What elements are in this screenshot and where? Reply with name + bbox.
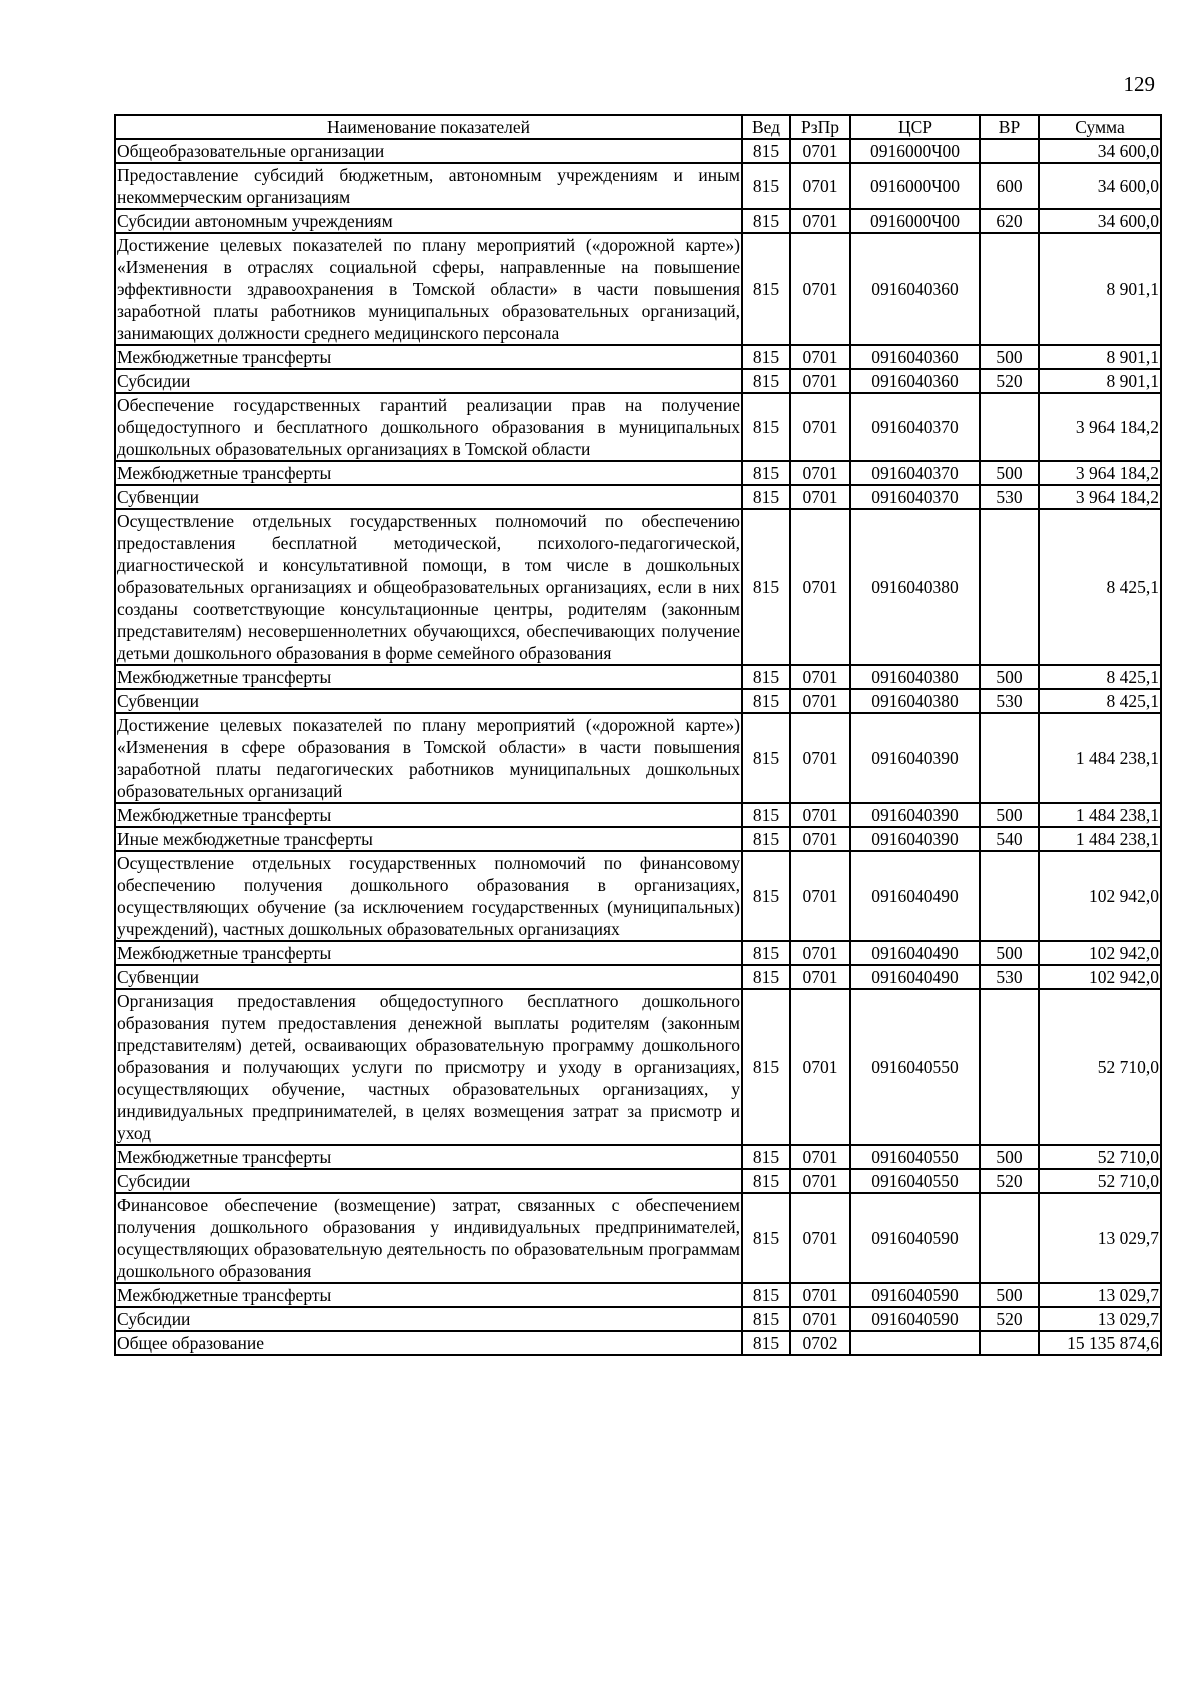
cell-ved: 815 bbox=[742, 163, 790, 209]
cell-rzpr: 0701 bbox=[790, 1193, 850, 1283]
cell-ved: 815 bbox=[742, 1193, 790, 1283]
cell-csr: 0916040490 bbox=[850, 851, 980, 941]
cell-csr: 0916040390 bbox=[850, 827, 980, 851]
header-name: Наименование показателей bbox=[115, 115, 742, 139]
cell-vr bbox=[980, 393, 1039, 461]
cell-vr bbox=[980, 713, 1039, 803]
cell-rzpr: 0701 bbox=[790, 827, 850, 851]
cell-vr: 540 bbox=[980, 827, 1039, 851]
cell-vr bbox=[980, 1331, 1039, 1355]
cell-csr: 0916040590 bbox=[850, 1307, 980, 1331]
cell-sum: 102 942,0 bbox=[1039, 965, 1161, 989]
cell-rzpr: 0701 bbox=[790, 163, 850, 209]
cell-sum: 1 484 238,1 bbox=[1039, 803, 1161, 827]
table-row bbox=[115, 393, 1161, 461]
cell-csr: 0916040550 bbox=[850, 989, 980, 1145]
cell-ved: 815 bbox=[742, 233, 790, 345]
cell-csr: 0916040490 bbox=[850, 941, 980, 965]
table-row bbox=[115, 209, 1161, 233]
table-row bbox=[115, 485, 1161, 509]
table-row bbox=[115, 851, 1161, 941]
cell-csr: 0916040380 bbox=[850, 509, 980, 665]
cell-vr: 520 bbox=[980, 1307, 1039, 1331]
cell-sum: 102 942,0 bbox=[1039, 851, 1161, 941]
cell-sum: 3 964 184,2 bbox=[1039, 393, 1161, 461]
header-rzpr: РзПр bbox=[790, 115, 850, 139]
cell-sum: 52 710,0 bbox=[1039, 1145, 1161, 1169]
cell-name: Субсидии автономным учреждениям bbox=[115, 209, 742, 233]
table-row bbox=[115, 1193, 1161, 1283]
cell-sum: 52 710,0 bbox=[1039, 1169, 1161, 1193]
cell-rzpr: 0701 bbox=[790, 713, 850, 803]
cell-ved: 815 bbox=[742, 851, 790, 941]
cell-csr: 0916040370 bbox=[850, 461, 980, 485]
cell-name: Субвенции bbox=[115, 485, 742, 509]
cell-rzpr: 0701 bbox=[790, 965, 850, 989]
table-row bbox=[115, 1283, 1161, 1307]
cell-rzpr: 0701 bbox=[790, 1145, 850, 1169]
page-number: 129 bbox=[1123, 72, 1155, 96]
cell-ved: 815 bbox=[742, 989, 790, 1145]
cell-ved: 815 bbox=[742, 665, 790, 689]
cell-vr: 500 bbox=[980, 665, 1039, 689]
table-row bbox=[115, 965, 1161, 989]
cell-sum: 8 425,1 bbox=[1039, 509, 1161, 665]
cell-vr bbox=[980, 1193, 1039, 1283]
cell-ved: 815 bbox=[742, 345, 790, 369]
cell-rzpr: 0701 bbox=[790, 233, 850, 345]
header-csr: ЦСР bbox=[850, 115, 980, 139]
cell-rzpr: 0701 bbox=[790, 989, 850, 1145]
cell-vr: 500 bbox=[980, 1145, 1039, 1169]
cell-sum: 8 425,1 bbox=[1039, 665, 1161, 689]
cell-vr: 530 bbox=[980, 485, 1039, 509]
cell-name: Достижение целевых показателей по плану мероприятий («дорожной карте») «Изменения в отраслях социальной сферы, направленные на повышение эффективности здравоохранения в Томской области» в части повышения заработной платы работников муниципальных образовательных организаций, занимающих должности среднего медицинского персонала bbox=[117, 235, 740, 343]
cell-sum: 52 710,0 bbox=[1039, 989, 1161, 1145]
table-row bbox=[115, 1331, 1161, 1355]
cell-csr: 0916040370 bbox=[850, 485, 980, 509]
cell-vr: 500 bbox=[980, 803, 1039, 827]
cell-name: Финансовое обеспечение (возмещение) затрат, связанных с обеспечением получения дошкольного образования у индивидуальных предпринимателей, осуществляющих образовательную деятельность по образовательным программам дошкольного образования bbox=[117, 1195, 740, 1281]
cell-rzpr: 0701 bbox=[790, 803, 850, 827]
table-row bbox=[115, 827, 1161, 851]
cell-csr: 0916000Ч00 bbox=[850, 209, 980, 233]
cell-vr: 520 bbox=[980, 369, 1039, 393]
cell-vr: 500 bbox=[980, 461, 1039, 485]
cell-name: Осуществление отдельных государственных полномочий по обеспечению предоставления бесплатной методической, психолого-педагогической, диагностической и консультативной помощи, в том числе в дошкольных образовательных организациях и общеобразовательных организациях, если в них созданы соответствующие консультационные центры, родителям (законным представителям) несовершеннолетних обучающихся, обеспечивающих получение детьми дошкольного образования в форме семейного образования bbox=[117, 511, 740, 663]
table-row bbox=[115, 941, 1161, 965]
table-row bbox=[115, 803, 1161, 827]
cell-csr: 0916040360 bbox=[850, 233, 980, 345]
cell-ved: 815 bbox=[742, 965, 790, 989]
table-row bbox=[115, 233, 1161, 345]
cell-csr: 0916040380 bbox=[850, 665, 980, 689]
cell-sum: 8 901,1 bbox=[1039, 233, 1161, 345]
cell-name: Субвенции bbox=[115, 689, 742, 713]
cell-name: Субсидии bbox=[115, 1169, 742, 1193]
cell-sum: 3 964 184,2 bbox=[1039, 485, 1161, 509]
cell-ved: 815 bbox=[742, 485, 790, 509]
cell-ved: 815 bbox=[742, 509, 790, 665]
cell-sum: 1 484 238,1 bbox=[1039, 713, 1161, 803]
cell-csr: 0916040380 bbox=[850, 689, 980, 713]
cell-csr: 0916040590 bbox=[850, 1283, 980, 1307]
cell-name: Межбюджетные трансферты bbox=[115, 461, 742, 485]
cell-sum: 15 135 874,6 bbox=[1039, 1331, 1161, 1355]
cell-sum: 8 901,1 bbox=[1039, 369, 1161, 393]
cell-name: Субвенции bbox=[115, 965, 742, 989]
table-row bbox=[115, 1169, 1161, 1193]
cell-csr: 0916040550 bbox=[850, 1169, 980, 1193]
cell-vr bbox=[980, 509, 1039, 665]
cell-name: Межбюджетные трансферты bbox=[115, 1145, 742, 1169]
table-row bbox=[115, 163, 1161, 209]
cell-sum: 8 425,1 bbox=[1039, 689, 1161, 713]
cell-vr: 500 bbox=[980, 1283, 1039, 1307]
cell-name: Общее образование bbox=[115, 1331, 742, 1355]
table-header-row bbox=[115, 115, 1161, 139]
cell-rzpr: 0701 bbox=[790, 485, 850, 509]
cell-rzpr: 0701 bbox=[790, 139, 850, 163]
cell-vr bbox=[980, 139, 1039, 163]
cell-ved: 815 bbox=[742, 139, 790, 163]
cell-rzpr: 0701 bbox=[790, 345, 850, 369]
cell-sum: 8 901,1 bbox=[1039, 345, 1161, 369]
cell-rzpr: 0701 bbox=[790, 851, 850, 941]
table-row bbox=[115, 689, 1161, 713]
cell-csr: 0916040360 bbox=[850, 369, 980, 393]
table-row bbox=[115, 989, 1161, 1145]
budget-table bbox=[114, 114, 1162, 1356]
cell-csr: 0916040360 bbox=[850, 345, 980, 369]
cell-name: Межбюджетные трансферты bbox=[115, 665, 742, 689]
cell-vr: 620 bbox=[980, 209, 1039, 233]
cell-sum: 34 600,0 bbox=[1039, 209, 1161, 233]
table-row bbox=[115, 665, 1161, 689]
cell-name: Обеспечение государственных гарантий реализации прав на получение общедоступного и бесплатного дошкольного образования в муниципальных дошкольных образовательных организациях в Томской области bbox=[117, 395, 740, 459]
cell-name: Межбюджетные трансферты bbox=[115, 1283, 742, 1307]
cell-ved: 815 bbox=[742, 1169, 790, 1193]
cell-ved: 815 bbox=[742, 393, 790, 461]
table-row bbox=[115, 461, 1161, 485]
cell-name: Межбюджетные трансферты bbox=[115, 345, 742, 369]
cell-name: Общеобразовательные организации bbox=[115, 139, 742, 163]
cell-rzpr: 0701 bbox=[790, 1169, 850, 1193]
cell-vr: 600 bbox=[980, 163, 1039, 209]
cell-csr: 0916040490 bbox=[850, 965, 980, 989]
cell-rzpr: 0702 bbox=[790, 1331, 850, 1355]
cell-rzpr: 0701 bbox=[790, 689, 850, 713]
cell-rzpr: 0701 bbox=[790, 461, 850, 485]
cell-csr: 0916040550 bbox=[850, 1145, 980, 1169]
cell-rzpr: 0701 bbox=[790, 1307, 850, 1331]
cell-name: Предоставление субсидий бюджетным, автономным учреждениям и иным некоммерческим организациям bbox=[117, 165, 740, 207]
header-vr: ВР bbox=[980, 115, 1039, 139]
cell-sum: 102 942,0 bbox=[1039, 941, 1161, 965]
cell-ved: 815 bbox=[742, 1331, 790, 1355]
cell-vr: 500 bbox=[980, 941, 1039, 965]
table-row bbox=[115, 509, 1161, 665]
cell-vr: 530 bbox=[980, 965, 1039, 989]
cell-vr: 500 bbox=[980, 345, 1039, 369]
cell-name: Организация предоставления общедоступного бесплатного дошкольного образования путем предоставления денежной выплаты родителям (законным представителям) детей, осваивающих образовательную программу дошкольного образования и получающих услуги по присмотру и уходу в организациях, осуществляющих обучение, частных образовательных организациях, у индивидуальных предпринимателей, в целях возмещения затрат за присмотр и уход bbox=[117, 991, 740, 1143]
cell-vr: 530 bbox=[980, 689, 1039, 713]
cell-ved: 815 bbox=[742, 803, 790, 827]
cell-rzpr: 0701 bbox=[790, 1283, 850, 1307]
cell-csr: 0916040390 bbox=[850, 713, 980, 803]
cell-name: Межбюджетные трансферты bbox=[115, 941, 742, 965]
cell-rzpr: 0701 bbox=[790, 665, 850, 689]
table-row bbox=[115, 1145, 1161, 1169]
cell-sum: 34 600,0 bbox=[1039, 139, 1161, 163]
cell-csr bbox=[850, 1331, 980, 1355]
cell-ved: 815 bbox=[742, 1283, 790, 1307]
table-row bbox=[115, 369, 1161, 393]
cell-ved: 815 bbox=[742, 461, 790, 485]
cell-ved: 815 bbox=[742, 941, 790, 965]
cell-sum: 1 484 238,1 bbox=[1039, 827, 1161, 851]
cell-rzpr: 0701 bbox=[790, 393, 850, 461]
cell-vr bbox=[980, 233, 1039, 345]
cell-name: Субсидии bbox=[115, 1307, 742, 1331]
cell-ved: 815 bbox=[742, 1307, 790, 1331]
cell-rzpr: 0701 bbox=[790, 509, 850, 665]
cell-vr: 520 bbox=[980, 1169, 1039, 1193]
cell-sum: 34 600,0 bbox=[1039, 163, 1161, 209]
cell-name: Осуществление отдельных государственных полномочий по финансовому обеспечению получения дошкольного образования в организациях, осуществляющих обучение (за исключением государственных (муниципальных) учреждений), частных дошкольных образовательных организациях bbox=[117, 853, 740, 939]
header-sum: Сумма bbox=[1039, 115, 1161, 139]
table-row bbox=[115, 139, 1161, 163]
cell-sum: 13 029,7 bbox=[1039, 1283, 1161, 1307]
table-body bbox=[115, 139, 1161, 1355]
cell-ved: 815 bbox=[742, 1145, 790, 1169]
cell-ved: 815 bbox=[742, 689, 790, 713]
table-row bbox=[115, 713, 1161, 803]
cell-name: Субсидии bbox=[115, 369, 742, 393]
header-ved: Вед bbox=[742, 115, 790, 139]
cell-csr: 0916000Ч00 bbox=[850, 163, 980, 209]
cell-sum: 13 029,7 bbox=[1039, 1193, 1161, 1283]
cell-ved: 815 bbox=[742, 713, 790, 803]
cell-rzpr: 0701 bbox=[790, 941, 850, 965]
cell-name: Достижение целевых показателей по плану мероприятий («дорожной карте») «Изменения в сфере образования в Томской области» в части повышения заработной платы педагогических работников муниципальных дошкольных образовательных организаций bbox=[117, 715, 740, 801]
table-row bbox=[115, 345, 1161, 369]
cell-ved: 815 bbox=[742, 209, 790, 233]
cell-csr: 0916040370 bbox=[850, 393, 980, 461]
cell-name: Иные межбюджетные трансферты bbox=[115, 827, 742, 851]
cell-rzpr: 0701 bbox=[790, 369, 850, 393]
cell-sum: 3 964 184,2 bbox=[1039, 461, 1161, 485]
cell-ved: 815 bbox=[742, 827, 790, 851]
cell-vr bbox=[980, 989, 1039, 1145]
cell-ved: 815 bbox=[742, 369, 790, 393]
table-row bbox=[115, 1307, 1161, 1331]
cell-csr: 0916040590 bbox=[850, 1193, 980, 1283]
cell-csr: 0916000Ч00 bbox=[850, 139, 980, 163]
cell-sum: 13 029,7 bbox=[1039, 1307, 1161, 1331]
cell-rzpr: 0701 bbox=[790, 209, 850, 233]
cell-csr: 0916040390 bbox=[850, 803, 980, 827]
cell-name: Межбюджетные трансферты bbox=[115, 803, 742, 827]
cell-vr bbox=[980, 851, 1039, 941]
